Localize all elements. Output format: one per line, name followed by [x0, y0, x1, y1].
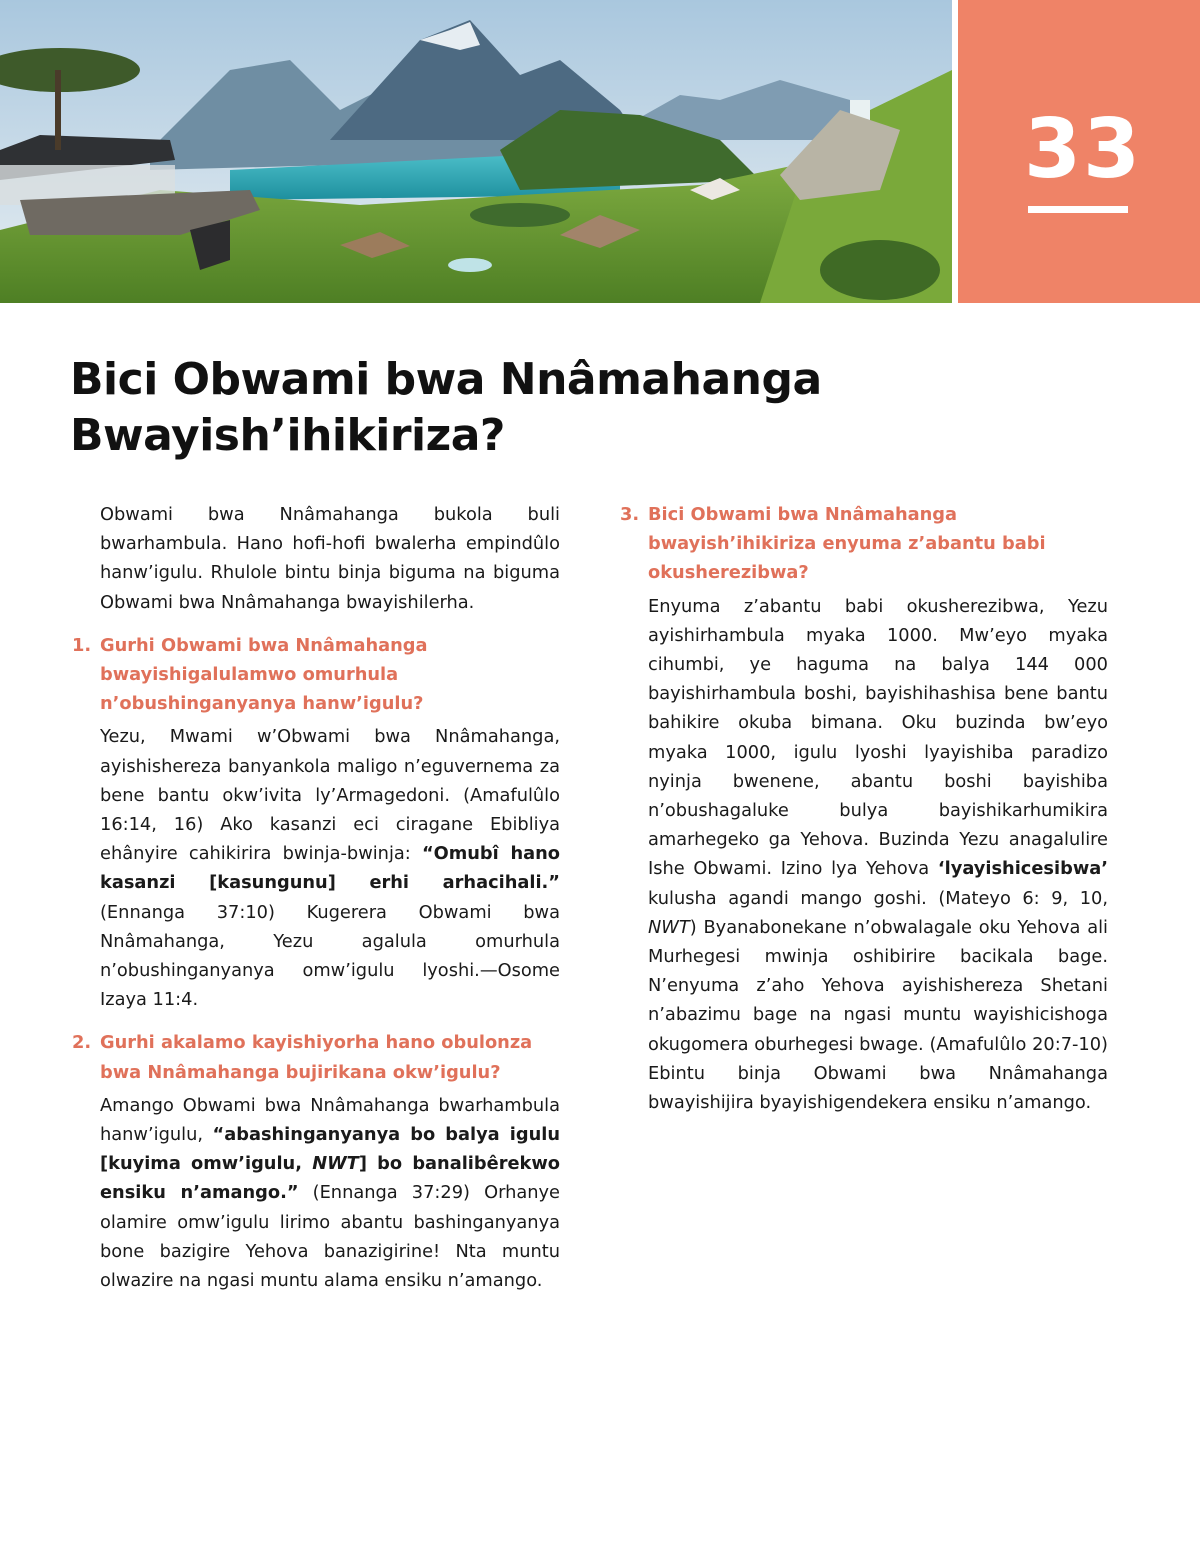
question-2 — [72, 1028, 560, 1086]
question-text: Bici Obwami bwa Nnâmahanga bwayish’ihikiriza enyuma z’abantu babi okusherezibwa? — [648, 504, 1046, 584]
answer-2 — [72, 1091, 560, 1295]
badge-divider — [1028, 206, 1128, 213]
hero-image — [0, 0, 952, 303]
question-text: Gurhi akalamo kayishiyorha hano obulonza bwa Nnâmahanga bujirikana okw’igulu? — [100, 1032, 533, 1083]
question-number: 1. — [72, 634, 92, 656]
answer-text: ) Byanabonekane n’obwalagale oku Yehova ali Murhegesi mwinja oshibirire bacikala bage. N’enyuma z’aho Yehova ayishishereza Shetani n’abazimu bage na ngasi muntu wayishicishoga okugomera oburhegesi bwage. (Amafulûlo 20:7-10) Ebintu binja Obwami bwa Nnâmahanga bwayishijira byayishigendekera ensiku n’amango. — [648, 916, 1108, 1114]
lesson-number: 33 — [1023, 102, 1143, 197]
answer-text: kulusha agandi mango goshi. (Mateyo 6: 9, 10, — [648, 887, 1108, 909]
answer-quote: “abashinganyanya bo balya igulu [kuyima omw’igulu, — [100, 1124, 560, 1175]
question-3 — [620, 500, 1108, 588]
intro-paragraph: Obwami bwa Nnâmahanga bukola buli bwarhambula. Hano hofi-hofi bwalerha empindûlo hanw’igulu. Rhulole bintu binja biguma na biguma Obwami bwa Nnâmahanga bwayishilerha. — [100, 504, 560, 613]
question-text: Gurhi Obwami bwa Nnâmahanga bwayishigalulamwo omurhula n’obushinganyanya hanw’igulu? — [100, 634, 428, 715]
answer-1 — [72, 722, 560, 1014]
answer-quote-italic: NWT — [312, 1153, 359, 1175]
answer-text: Enyuma z’abantu babi okusherezibwa, Yezu ayishirhambula myaka 1000. Mw’eyo myaka cihumbi, ye haguma na balya 144 000 bayishirhambula boshi, bayishihashisa bene bantu bahikire okuba bimana. Oku buzinda bw’eyo myaka 1000, igulu lyoshi lyayishiba paradizo nyinja bwenene, abantu boshi bayishiba n’obushagaluke bulya bayishikarhumikira amarhegeko ga Yehova. Buzinda Yezu anagalulire Ishe Obwami. Izino lya Yehova — [648, 595, 1108, 880]
answer-text: Amango Obwami bwa Nnâmahanga bwarhambula hanw’igulu, — [100, 1094, 560, 1146]
answer-text: Yezu, Mwami w’Obwami bwa Nnâmahanga, ayishishereza banyankola maligo n’eguvernema za bene bantu okw’ivita ly’Armagedoni. (Amafulûlo 16:14, 16) Ako kasanzi eci ciragane Ebibliya ehânyire cahikirira bwinja-bwinja: — [100, 726, 560, 865]
answer-3 — [620, 592, 1108, 1118]
page-title: Bici Obwami bwa Nnâmahanga Bwayish’ihikiriza? — [70, 354, 822, 461]
answer-quote: ] bo banalibêrekwo ensiku n’amango.” — [100, 1153, 560, 1204]
answer-quote: “Omubî hano kasanzi [kasungunu] erhi arhacihali.” — [100, 843, 560, 894]
right-column — [620, 500, 1108, 1117]
question-number: 2. — [72, 1032, 92, 1054]
left-column — [72, 500, 560, 1295]
answer-emphasis: ‘lyayishicesibwa’ — [937, 858, 1108, 880]
question-1 — [72, 631, 560, 719]
answer-text: (Ennanga 37:29) Orhanye olamire omw’igulu lirimo abantu bashinganyanya bone bazigire Yehova banazigirine! Nta muntu olwazire na ngasi muntu alama ensiku n’amango. — [100, 1182, 560, 1292]
answer-text: (Ennanga 37:10) Kugerera Obwami bwa Nnâmahanga, Yezu agalula omurhula n’obushinganyanya omw’igulu lyoshi.—Osome Izaya 11:4. — [100, 901, 560, 1011]
question-number: 3. — [620, 504, 640, 525]
lesson-badge — [958, 0, 1200, 303]
answer-italic: NWT — [648, 916, 690, 938]
